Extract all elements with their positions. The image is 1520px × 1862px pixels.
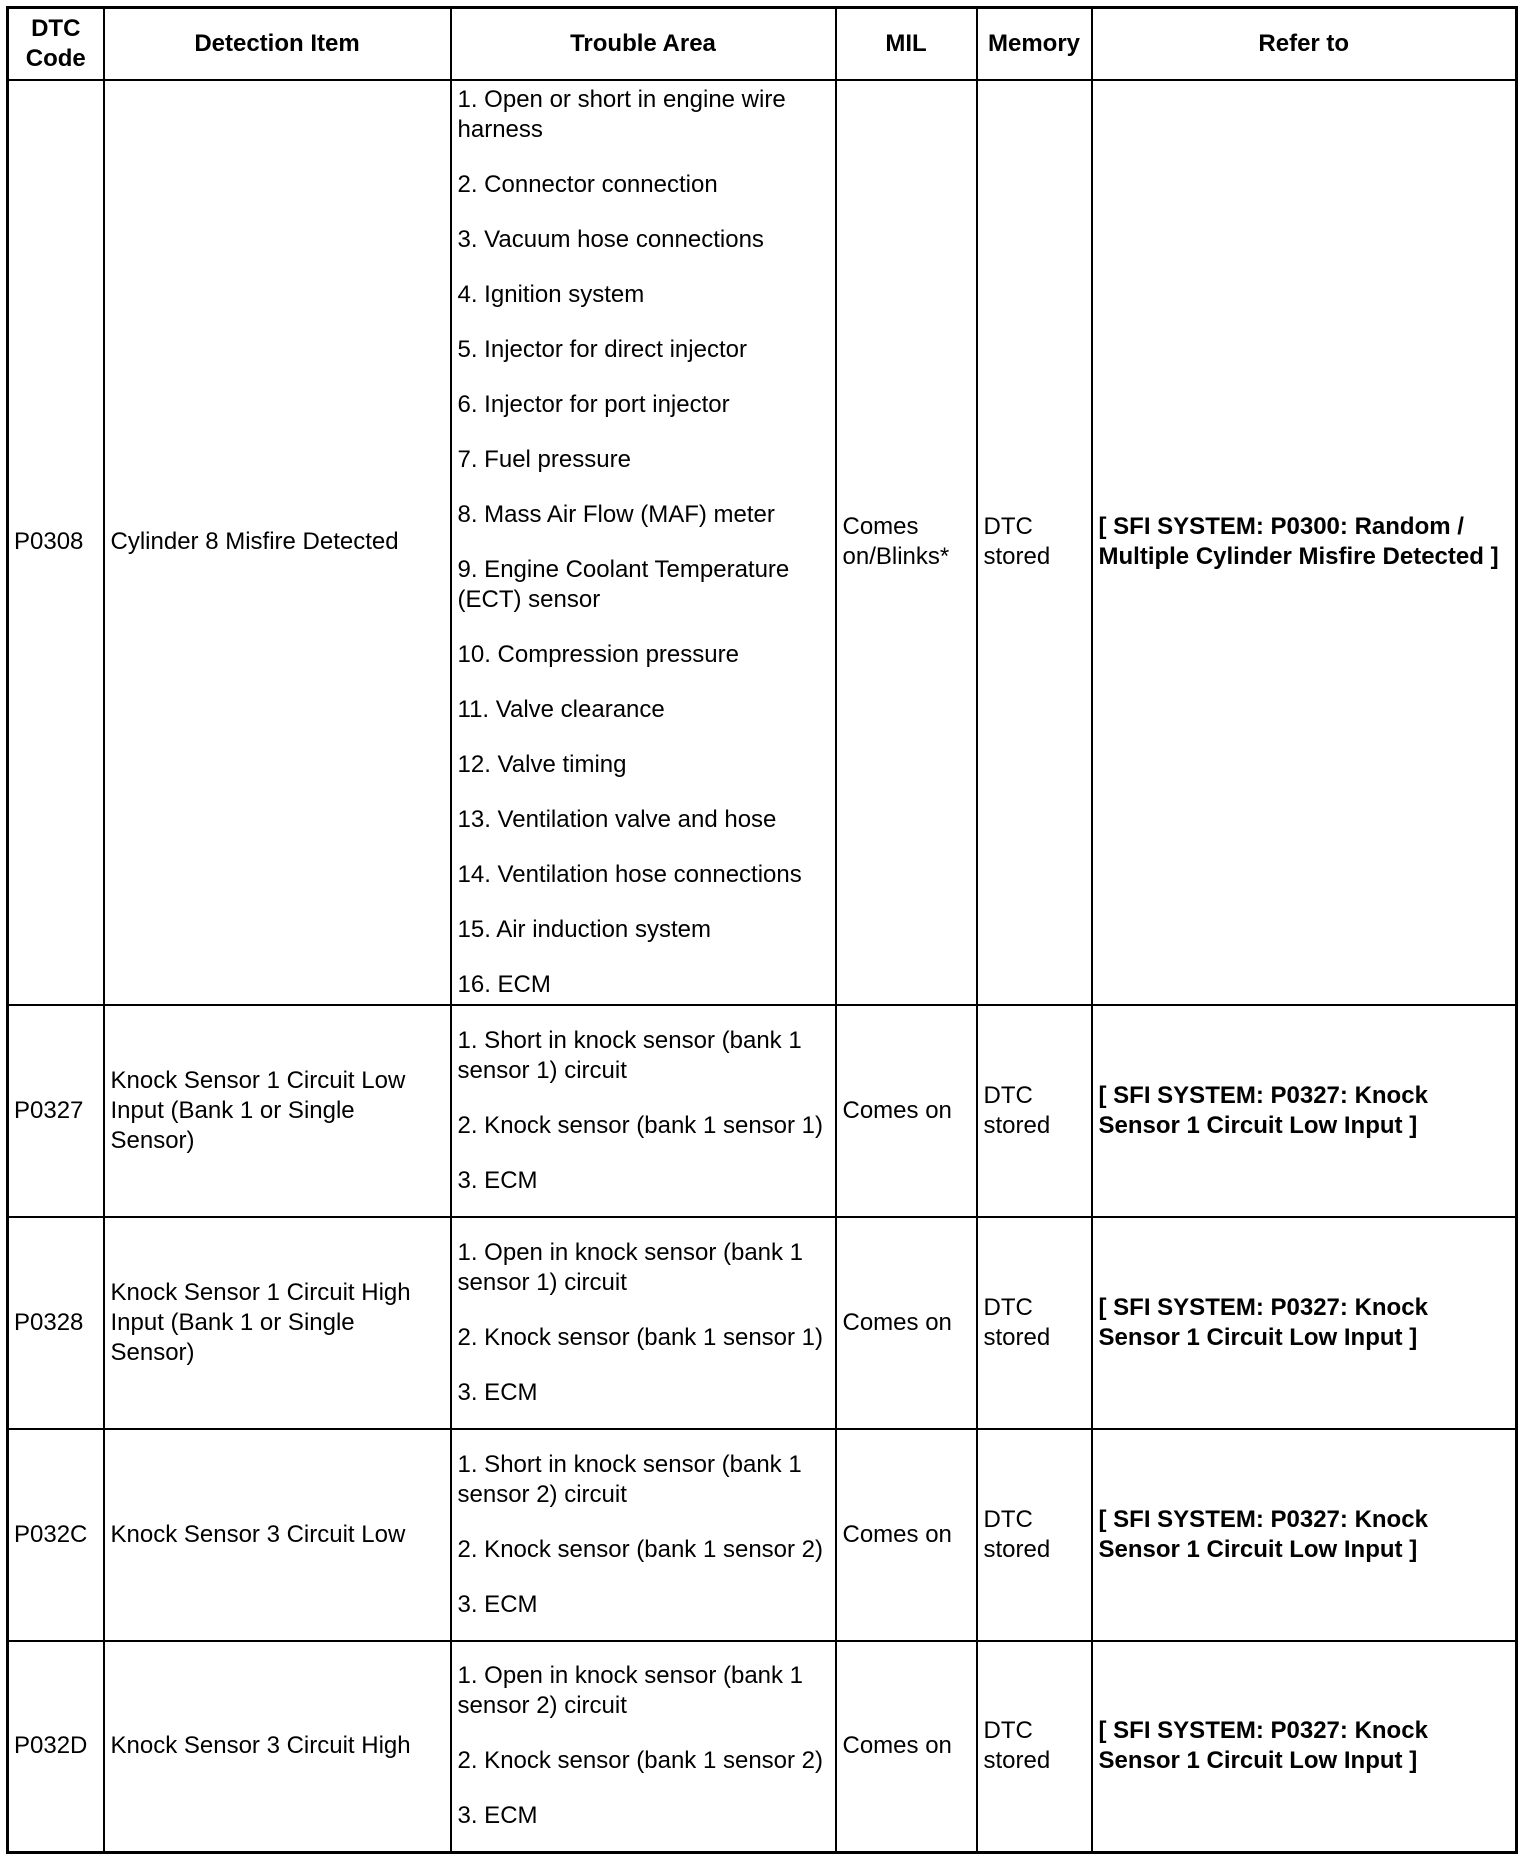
memory-cell: DTC stored: [977, 1641, 1092, 1853]
detection-item-cell: Knock Sensor 1 Circuit Low Input (Bank 1 or Single Sensor): [104, 1005, 451, 1217]
mil-cell: Comes on/Blinks*: [836, 80, 977, 1005]
refer-to-cell: [ SFI SYSTEM: P0327: Knock Sensor 1 Circuit Low Input ]: [1092, 1005, 1517, 1217]
trouble-item: 6. Injector for port injector: [457, 390, 730, 418]
mil-cell: Comes on: [836, 1005, 977, 1217]
trouble-item: 12. Valve timing: [457, 750, 627, 778]
trouble-item: 7. Fuel pressure: [457, 445, 631, 473]
trouble-list: [458, 1661, 829, 1831]
trouble-item: 2. Knock sensor (bank 1 sensor 2): [457, 1747, 824, 1775]
detection-item-cell: Knock Sensor 1 Circuit High Input (Bank 1 or Single Sensor): [104, 1217, 451, 1429]
detection-item-cell: Cylinder 8 Misfire Detected: [104, 80, 451, 1005]
dtc-code-cell: P0327: [8, 1005, 104, 1217]
trouble-item: 2. Knock sensor (bank 1 sensor 2): [457, 1535, 824, 1563]
trouble-item: 1. Open in knock sensor (bank 1 sensor 1) circuit: [457, 1238, 804, 1296]
trouble-item: 2. Knock sensor (bank 1 sensor 1): [457, 1111, 824, 1139]
trouble-area-cell: [451, 1005, 836, 1217]
memory-cell: DTC stored: [977, 1217, 1092, 1429]
header-row: [8, 8, 1517, 80]
dtc-code-cell: P032D: [8, 1641, 104, 1853]
trouble-item: 11. Valve clearance: [457, 695, 665, 723]
dtc-code-cell: P0328: [8, 1217, 104, 1429]
refer-to-cell: [ SFI SYSTEM: P0327: Knock Sensor 1 Circuit Low Input ]: [1092, 1641, 1517, 1853]
trouble-item: 9. Engine Coolant Temperature (ECT) sensor: [457, 555, 790, 613]
trouble-area-cell: [451, 1429, 836, 1641]
trouble-item: 15. Air induction system: [457, 915, 711, 943]
trouble-item: 3. ECM: [457, 1590, 538, 1618]
mil-cell: Comes on: [836, 1429, 977, 1641]
table-row: [8, 1005, 1517, 1217]
table-body: [8, 80, 1517, 1853]
header-trouble-area: Trouble Area: [451, 8, 836, 80]
memory-cell: DTC stored: [977, 1005, 1092, 1217]
trouble-item: 1. Short in knock sensor (bank 1 sensor 2) circuit: [457, 1450, 802, 1508]
trouble-item: 2. Knock sensor (bank 1 sensor 1): [457, 1323, 824, 1351]
dtc-table: [6, 6, 1518, 1854]
mil-cell: Comes on: [836, 1217, 977, 1429]
trouble-list: [458, 1026, 829, 1196]
table-row: [8, 80, 1517, 1005]
trouble-item: 3. ECM: [457, 1166, 538, 1194]
header-memory: Memory: [977, 8, 1092, 80]
trouble-item: 13. Ventilation valve and hose: [457, 805, 777, 833]
trouble-item: 3. ECM: [457, 1802, 538, 1830]
header-refer-to: Refer to: [1092, 8, 1517, 80]
trouble-item: 2. Connector connection: [457, 170, 718, 198]
trouble-item: 1. Short in knock sensor (bank 1 sensor 1) circuit: [457, 1026, 802, 1084]
trouble-item: 1. Open or short in engine wire harness: [457, 85, 786, 143]
trouble-item: 14. Ventilation hose connections: [457, 860, 802, 888]
header-dtc-code: DTC Code: [8, 8, 104, 80]
trouble-item: 3. ECM: [457, 1378, 538, 1406]
trouble-list: [458, 1238, 829, 1408]
dtc-code-cell: P032C: [8, 1429, 104, 1641]
detection-item-cell: Knock Sensor 3 Circuit Low: [104, 1429, 451, 1641]
table-row: [8, 1429, 1517, 1641]
refer-to-cell: [ SFI SYSTEM: P0300: Random / Multiple Cylinder Misfire Detected ]: [1092, 80, 1517, 1005]
refer-to-cell: [ SFI SYSTEM: P0327: Knock Sensor 1 Circuit Low Input ]: [1092, 1217, 1517, 1429]
memory-cell: DTC stored: [977, 80, 1092, 1005]
refer-to-cell: [ SFI SYSTEM: P0327: Knock Sensor 1 Circuit Low Input ]: [1092, 1429, 1517, 1641]
table-row: [8, 1217, 1517, 1429]
trouble-item: 16. ECM: [457, 970, 551, 998]
trouble-list: [458, 85, 829, 1000]
trouble-item: 4. Ignition system: [457, 280, 645, 308]
trouble-item: 3. Vacuum hose connections: [457, 225, 764, 253]
trouble-item: 5. Injector for direct injector: [457, 335, 747, 363]
header-detection-item: Detection Item: [104, 8, 451, 80]
trouble-area-cell: [451, 1217, 836, 1429]
mil-cell: Comes on: [836, 1641, 977, 1853]
table-row: [8, 1641, 1517, 1853]
trouble-item: 1. Open in knock sensor (bank 1 sensor 2) circuit: [457, 1662, 804, 1720]
trouble-area-cell: [451, 80, 836, 1005]
trouble-item: 8. Mass Air Flow (MAF) meter: [457, 500, 775, 528]
detection-item-cell: Knock Sensor 3 Circuit High: [104, 1641, 451, 1853]
header-mil: MIL: [836, 8, 977, 80]
memory-cell: DTC stored: [977, 1429, 1092, 1641]
trouble-item: 10. Compression pressure: [457, 640, 739, 668]
trouble-area-cell: [451, 1641, 836, 1853]
trouble-list: [458, 1450, 829, 1620]
dtc-code-cell: P0308: [8, 80, 104, 1005]
